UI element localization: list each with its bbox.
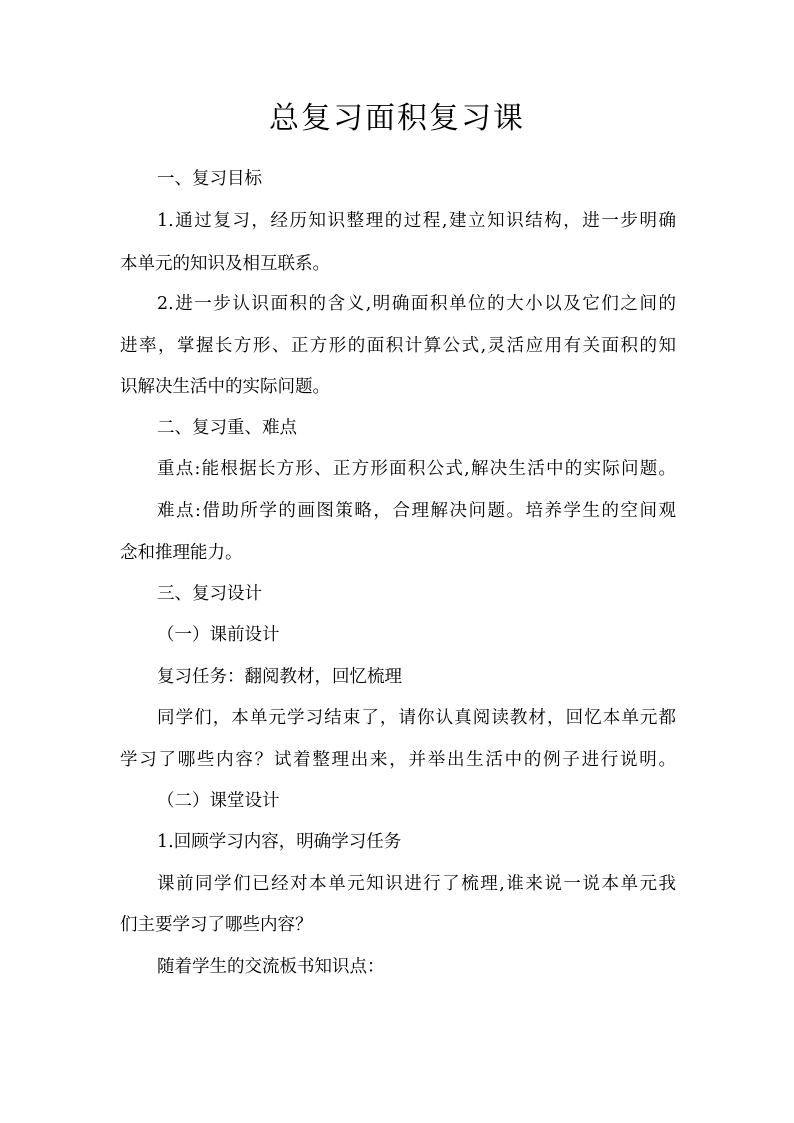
- subsection-heading-pre-class: （一）课前设计: [157, 625, 280, 645]
- paragraph-line: 同学们，本单元学习结束了，请你认真阅读教材，回忆本单元都: [157, 708, 676, 728]
- paragraph-line: 学习了哪些内容？试着整理出来，并举出生活中的例子进行说明。: [120, 750, 676, 770]
- paragraph-line: 1.回顾学习内容，明确学习任务: [157, 832, 402, 852]
- paragraph-line: 识解决生活中的实际问题。: [120, 377, 330, 397]
- subsection-heading-in-class: （二）课堂设计: [157, 791, 280, 811]
- paragraph-line: 1.通过复习，经历知识整理的过程,建立知识结构，进一步明确: [157, 211, 676, 231]
- paragraph-line: 课前同学们已经对本单元知识进行了梳理,谁来说一说本单元我: [157, 874, 676, 894]
- paragraph-line: 念和推理能力。: [120, 543, 243, 563]
- paragraph-line: 们主要学习了哪些内容？: [120, 915, 313, 935]
- paragraph-line: 本单元的知识及相互联系。: [120, 254, 330, 274]
- section-heading-design: 三、复习设计: [157, 584, 262, 604]
- paragraph-line: 随着学生的交流板书知识点：: [157, 957, 385, 977]
- paragraph-line: 难点:借助所学的画图策略，合理解决问题。培养学生的空间观: [157, 501, 676, 521]
- paragraph-line: 复习任务：翻阅教材，回忆梳理: [157, 667, 402, 687]
- section-heading-key-points: 二、复习重、难点: [157, 418, 297, 438]
- document-title: 总复习面积复习课: [269, 101, 525, 136]
- paragraph-line: 重点:能根据长方形、正方形面积公式,解决生活中的实际问题。: [157, 459, 676, 479]
- paragraph-line: 进率，掌握长方形、正方形的面积计算公式,灵活应用有关面积的知: [120, 336, 676, 356]
- section-heading-objectives: 一、复习目标: [157, 169, 262, 189]
- paragraph-line: 2.进一步认识面积的含义,明确面积单位的大小以及它们之间的: [157, 294, 676, 314]
